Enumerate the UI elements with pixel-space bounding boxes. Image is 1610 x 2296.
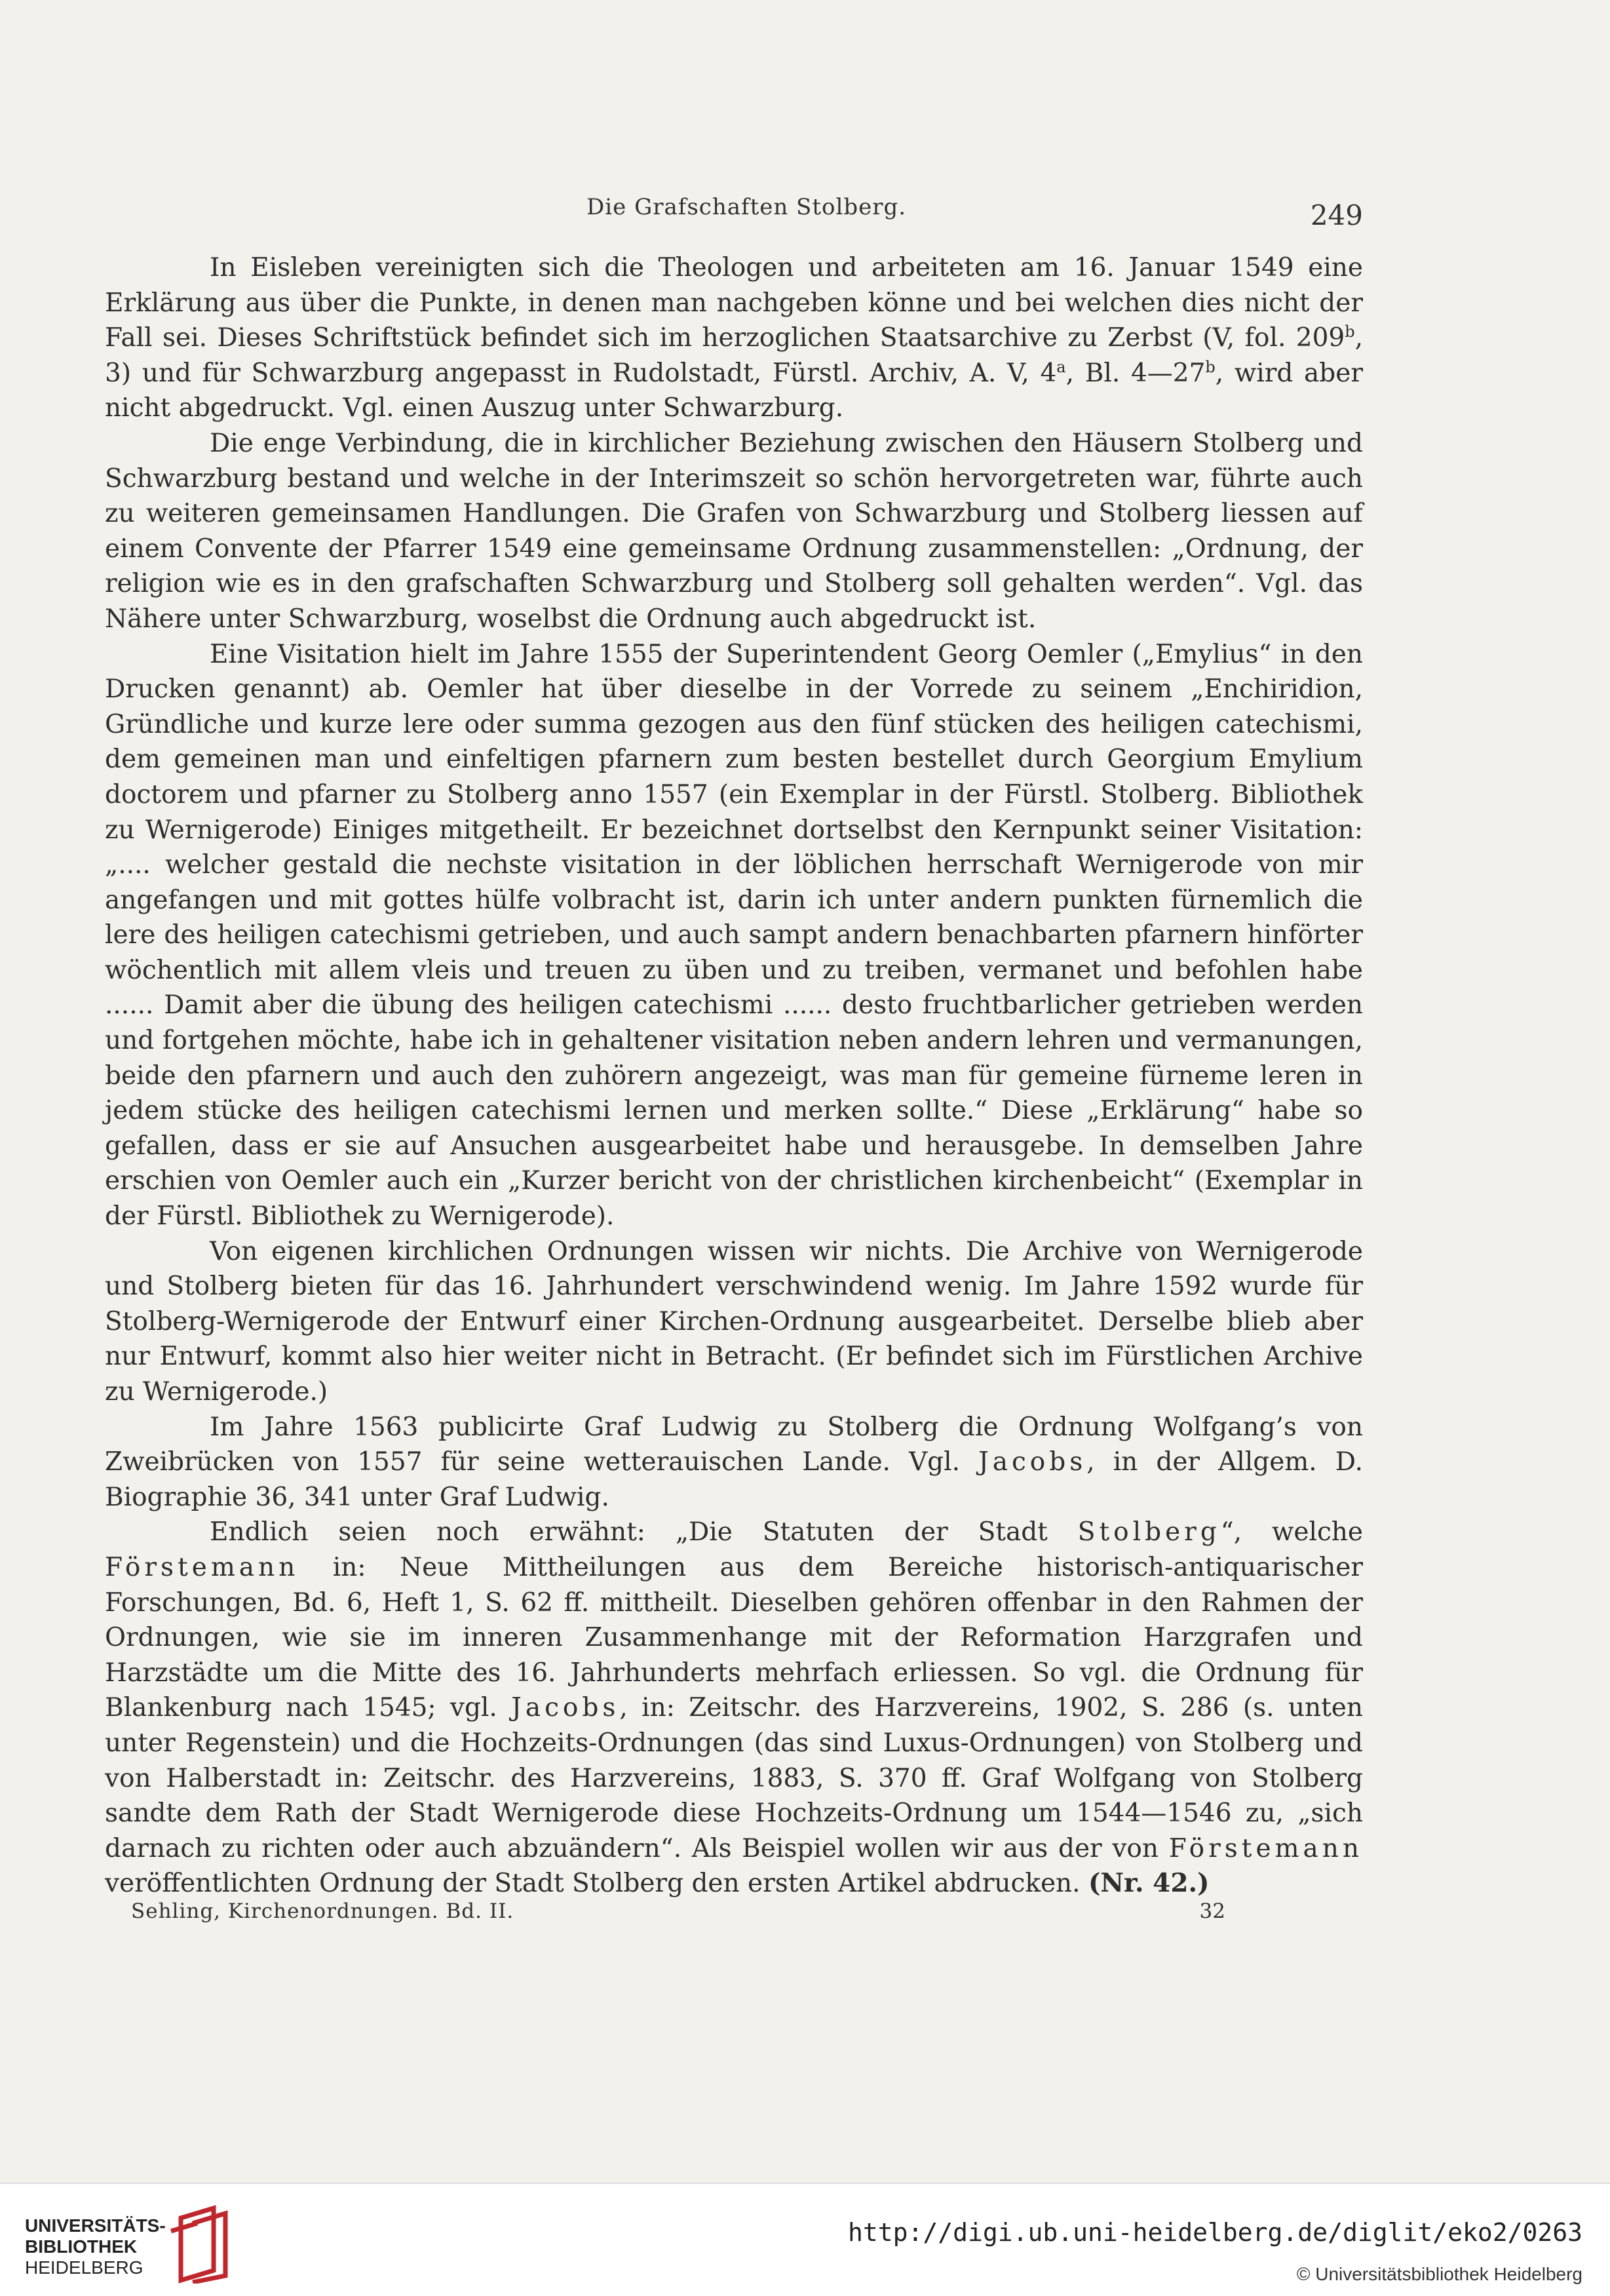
author-name: Jacobs (511, 1693, 620, 1723)
footer-signature: Sehling, Kirchenordnungen. Bd. II. (131, 1899, 514, 1923)
logo-text (25, 2215, 166, 2278)
running-head-title: Die Grafschaften Stolberg. (586, 194, 907, 220)
page-footer (131, 1899, 1225, 1932)
viewer-footer-bar (0, 2183, 1610, 2296)
paragraph-3: Eine Visitation hielt im Jahre 1555 der Superintendent Georg Oemler („Emylius“ in den Drucken genannt) ab. Oemler hat über dieselbe in der Vorrede zu seinem „Enchiridion, Gründliche und kurze lere oder summa gezogen aus den fünf stücken des heiligen catechismi, dem gemeinen man und einfeltigen pfarnern zum besten bestellet durch Georgium Emylium doctorem und pfarner zu Stolberg anno 1557 (ein Exemplar in der Fürstl. Stolberg. Bibliothek zu Wernigerode) Einiges mitgetheilt. Er bezeichnet dortselbst den Kernpunkt seiner Visitation: „.... welcher gestald die nechste visitation in der löblichen herrschaft Wernigerode von mir angefangen und mit gottes hülfe volbracht ist, darin ich unter andern punkten fürnemlich die lere des heiligen catechismi getrieben, und auch sampt andern benachbarten pfarnern hinförter wöchentlich mit allem vleis und treuen zu üben und zu treiben, vermanet und befohlen habe ...... Damit aber die übung des heiligen catechismi ...... desto fruchtbarlicher getrieben werden und fortgehen möchte, habe ich in gehaltener visitation neben andern lehren und vermanungen, beide den pfarnern und auch den zuhörern angezeigt, was man für gemeine fürneme leren in jedem stücke des heiligen catechismi lernen und merken sollte.“ Diese „Erklärung“ habe so gefallen, dass er sie auf Ansuchen ausgearbeitet habe und herausgebe. In demselben Jahre erschien von Oemler auch ein „Kurzer bericht von der christlichen kirchenbeicht“ (Exemplar in der Fürstl. Bibliothek zu Wernigerode). (105, 639, 1363, 1232)
author-name: Jacobs (978, 1447, 1087, 1477)
document-reference: (Nr. 42.) (1088, 1868, 1210, 1899)
author-name: Förstemann (105, 1552, 299, 1582)
paragraph-1: In Eisleben vereinigten sich die Theologen und arbeiteten am 16. Januar 1549 eine Erklärung aus über die Punkte, in denen man nachgeben könne und bei welchen dies nicht der Fall sei. Dieses Schriftstück befindet sich im herzoglichen Staatsarchive zu Zerbst (V, fol. 209$^b$, 3) und für Schwarzburg angepasst in Rudolstadt, Fürstl. Archiv, A. V, 4$^a$, Bl. 4—27$^b$, wird aber nicht abgedruckt. Vgl. einen Auszug unter Schwarzburg. (105, 253, 1363, 423)
footer-sheet-number: 32 (1199, 1899, 1225, 1923)
place-name: Stolberg (1077, 1517, 1221, 1547)
body-text (105, 250, 1363, 1901)
logo-line-1: UNIVERSITÄTS- (25, 2215, 166, 2236)
permalink-url[interactable]: http://digi.ub.uni-heidelberg.de/diglit/eko2/0263 (847, 2218, 1582, 2247)
copyright-notice: © Universitätsbibliothek Heidelberg (1296, 2264, 1582, 2284)
library-logo-icon (168, 2205, 240, 2284)
library-logo[interactable] (25, 2204, 241, 2282)
paragraph-2: Die enge Verbindung, die in kirchlicher Beziehung zwischen den Häusern Stolberg und Schwarzburg bestand und welche in der Interimszeit so schön hervorgetreten war, führte auch zu weiteren gemeinsamen Handlungen. Die Grafen von Schwarzburg und Stolberg liessen auf einem Convente der Pfarrer 1549 eine gemeinsame Ordnung zusammenstellen: „Ordnung, der religion wie es in den grafschaften Schwarzburg und Stolberg soll gehalten werden“. Vgl. das Nähere unter Schwarzburg, woselbst die Ordnung auch abgedruckt ist. (105, 428, 1363, 634)
page-number: 249 (1310, 199, 1363, 231)
paragraph-4: Von eigenen kirchlichen Ordnungen wissen wir nichts. Die Archive von Wernigerode und Stolberg bieten für das 16. Jahrhundert verschwindend wenig. Im Jahre 1592 wurde für Stolberg-Wernigerode der Entwurf einer Kirchen-Ordnung ausgearbeitet. Derselbe blieb aber nur Entwurf, kommt also hier weiter nicht in Betracht. (Er befindet sich im Fürstlichen Archive zu Wernigerode.) (105, 1236, 1363, 1407)
paragraph-5: Im Jahre 1563 publicirte Graf Ludwig zu Stolberg die Ordnung Wolfgang’s von Zweibrücken von 1557 für seine wetterauischen Lande. Vgl. Jacobs, in der Allgem. D. Biographie 36, 341 unter Graf Ludwig. (105, 1412, 1363, 1512)
author-name: Förstemann (1168, 1833, 1363, 1863)
paragraph-6: Endlich seien noch erwähnt: „Die Statuten der Stadt Stolberg“, welche Förstemann in: Neue Mittheilungen aus dem Bereiche historisch-antiquarischer Forschungen, Bd. 6, Heft 1, S. 62 ff. mittheilt. Dieselben gehören offenbar in den Rahmen der Ordnungen, wie sie im inneren Zusammenhange mit der Reformation Harzgrafen und Harzstädte um die Mitte des 16. Jahrhunderts mehrfach erliessen. So vgl. die Ordnung für Blankenburg nach 1545; vgl. Jacobs, in: Zeitschr. des Harzvereins, 1902, S. 286 (s. unten unter Regenstein) und die Hochzeits-Ordnungen (das sind Luxus-Ordnungen) von Stolberg und von Halberstadt in: Zeitschr. des Harzvereins, 1883, S. 370 ff. Graf Wolfgang von Stolberg sandte dem Rath der Stadt Wernigerode diese Hochzeits-Ordnung um 1544—1546 zu, „sich darnach zu richten oder auch abzuändern“. Als Beispiel wollen wir aus der von Förstemann veröffentlichten Ordnung der Stadt Stolberg den ersten Artikel abdrucken. (Nr. 42.) (105, 1517, 1364, 1899)
logo-line-3: HEIDELBERG (25, 2257, 144, 2278)
logo-line-2: BIBLIOTHEK (25, 2236, 138, 2257)
running-head (105, 194, 1363, 233)
